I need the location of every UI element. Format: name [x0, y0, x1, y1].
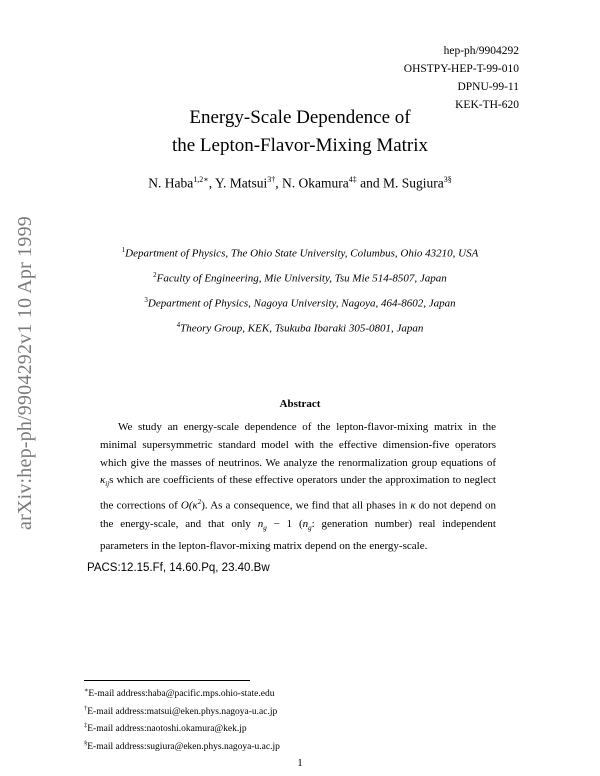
abstract-text: We study an energy-scale dependence of the lepton-flavor-mixing matrix in the minimal supersymmetric standard model with the effective dimension-five operators which give the masses of neutrinos. We analyze the renormalization group equations of: [100, 421, 496, 469]
report-number: hep-ph/9904292: [443, 45, 519, 57]
affiliation-text: Theory Group, KEK, Tsukuba Ibaraki 305-0801, Japan: [180, 323, 424, 336]
abstract-body: [100, 419, 496, 556]
abstract-text: ). As a consequence, we find that all phases in: [201, 500, 411, 513]
math-symbol: κ: [410, 500, 416, 513]
author-connector: and: [360, 175, 380, 191]
math-symbol: κ: [100, 474, 106, 487]
author-marks: 1,2∗: [193, 175, 209, 184]
author-name: N. Haba: [148, 175, 194, 191]
footnote: [84, 684, 280, 702]
affiliation-number: 1: [121, 246, 126, 254]
author-list: N. Haba$^{1,2∗}$, Y. Matsui$^{3\dagger}$, N. Okamura$^{4\ddagger}$ and M. Sugiura$^{3\S}$: [148, 175, 452, 191]
author-name: N. Okamura: [281, 175, 349, 191]
arxiv-identifier: arXiv:hep-ph/9904292v1 10 Apr 1999: [14, 216, 36, 530]
report-number: OHSTPY-HEP-T-99-010: [403, 63, 519, 75]
page-number: 1: [297, 757, 303, 769]
affiliation-number: 2: [153, 271, 157, 280]
affiliation: [0, 290, 600, 315]
affiliation-text: Faculty of Engineering, Mie University, Tsu Mie 514-8507, Japan: [156, 272, 447, 285]
math-symbol: n: [302, 517, 309, 530]
footnote-mark: ∗: [84, 687, 89, 694]
affiliation-number: 3: [144, 296, 148, 305]
footnote-text: E-mail address:sugiura@eken.phys.nagoya-u.ac.jp: [87, 742, 280, 753]
footnote-mark: †: [84, 704, 88, 712]
author-marks: 4‡: [348, 175, 357, 184]
footnote-text: E-mail address:matsui@eken.phys.nagoya-u.ac.jp: [87, 706, 278, 717]
affiliation: [0, 240, 600, 265]
abstract-text: − 1 (: [266, 517, 303, 530]
footnote-text: E-mail address:naotoshi.okamura@kek.jp: [87, 724, 247, 735]
affiliations: [0, 240, 600, 341]
footnote: [84, 702, 280, 720]
abstract-text: s which are coefficients of these effective operators under the approximation to neglect the corrections of: [100, 474, 496, 513]
math-subscript: ij: [105, 480, 110, 489]
abstract-text: : generation number) real independent parameters in the lepton-flavor-mixing matrix depend on the energy-scale.: [100, 517, 496, 552]
footnote-text: E-mail address:haba@pacific.mps.ohio-state.edu: [88, 689, 275, 700]
paper-title: [0, 104, 600, 160]
author-name: M. Sugiura: [382, 175, 444, 191]
math-subscript: g: [263, 524, 267, 533]
footnote-mark: §: [84, 739, 88, 747]
affiliation-text: Department of Physics, Nagoya University, Nagoya, 464-8602, Japan: [147, 297, 456, 310]
author-name: Y. Matsui: [214, 175, 268, 191]
affiliation-number: 4: [176, 321, 181, 330]
author-marks: 3§: [443, 175, 452, 184]
footnote: [84, 719, 280, 737]
math-symbol: O(κ: [180, 500, 198, 513]
footnotes: [84, 684, 280, 755]
math-symbol: n: [257, 517, 264, 530]
footnote: [84, 737, 280, 755]
pacs-codes: PACS:12.15.Ff, 14.60.Pq, 23.40.Bw: [87, 562, 270, 574]
affiliation-text: Department of Physics, The Ohio State University, Columbus, Ohio 43210, USA: [125, 247, 479, 260]
math-superscript: 2: [197, 498, 202, 507]
abstract-text: do not depend on the energy-scale, and that only: [100, 500, 497, 530]
report-number: DPNU-99-11: [457, 81, 519, 93]
report-number: KEK-TH-620: [455, 99, 519, 111]
affiliation: [0, 315, 600, 340]
author-marks: 3†: [267, 175, 276, 184]
abstract-heading: Abstract: [279, 398, 321, 410]
affiliation: [0, 265, 600, 290]
title-line: the Lepton-Flavor-Mixing Matrix: [171, 135, 429, 156]
title-line: Energy-Scale Dependence of: [189, 107, 411, 128]
footnote-mark: ‡: [84, 722, 88, 730]
footnote-rule: [84, 680, 250, 681]
math-subscript: g: [308, 524, 312, 533]
